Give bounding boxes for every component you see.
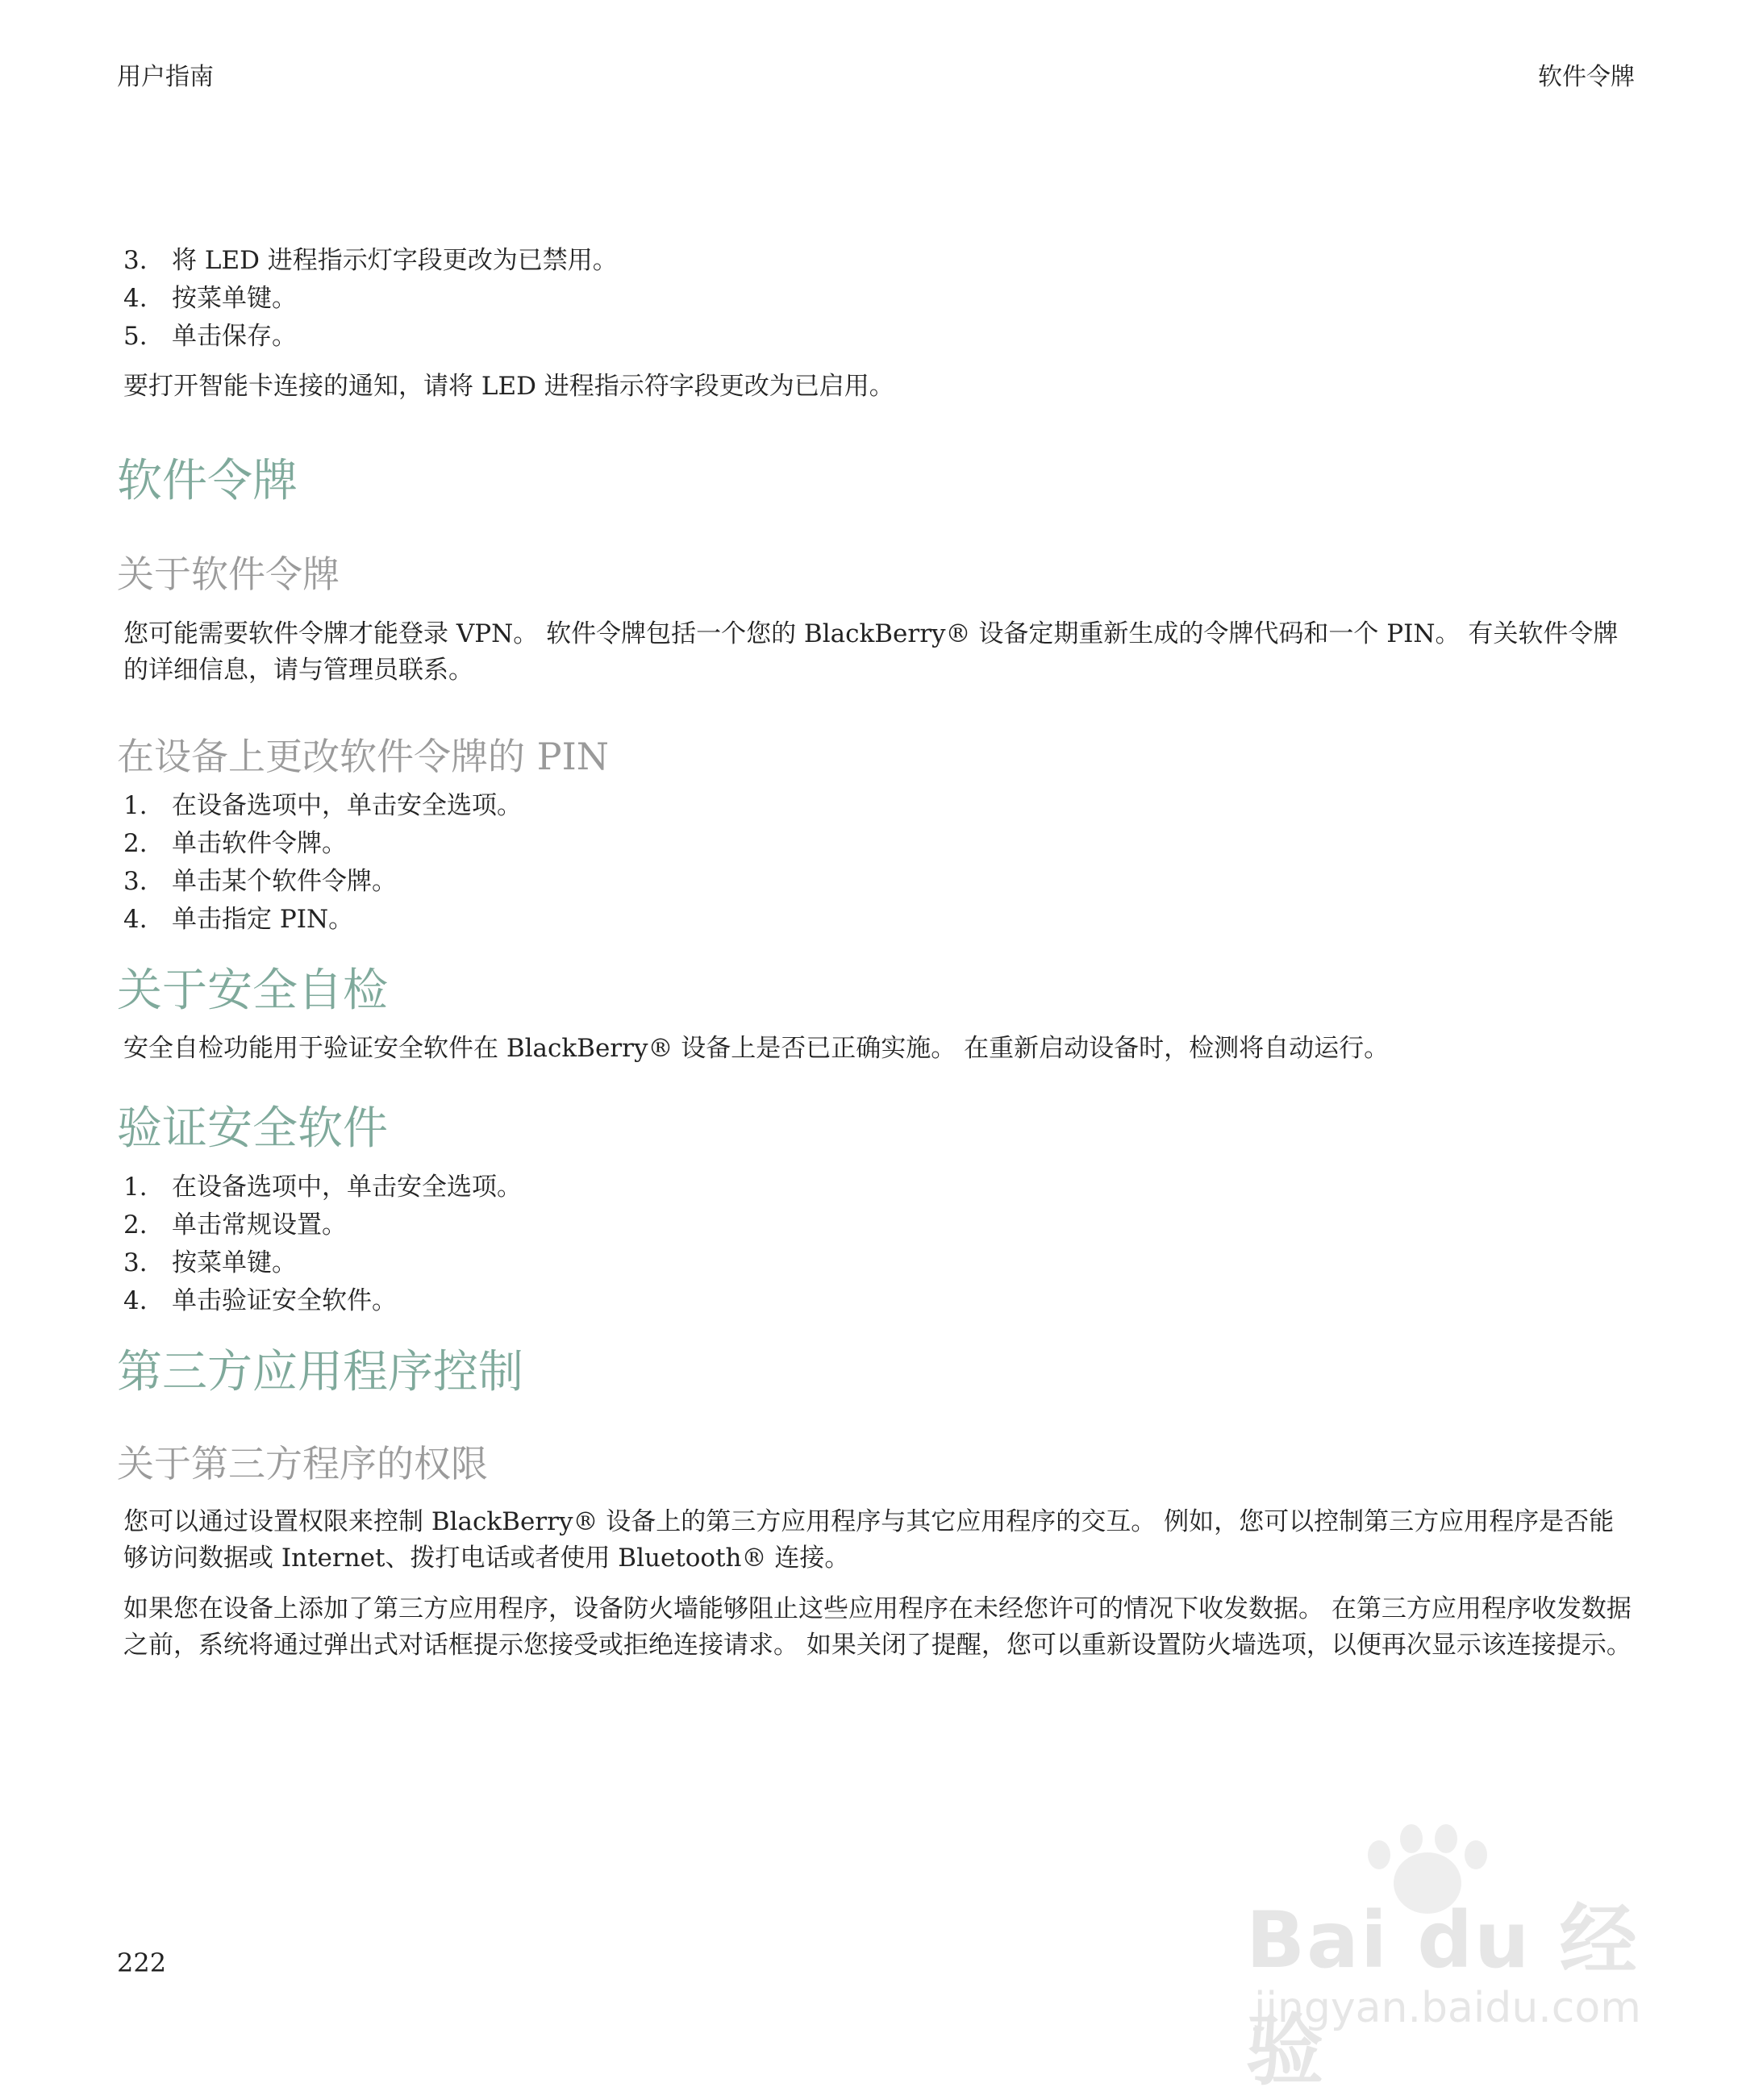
third-party-paragraph-1: 您可以通过设置权限来控制 BlackBerry® 设备上的第三方应用程序与其它应用程序的交互。 例如，您可以控制第三方应用程序是否能够访问数据或 Internet、拨打电话或者使用 Bluetooth® 连接。 <box>123 1507 1615 1573</box>
list-item: 1. 在设备选项中，单击安全选项。 <box>117 787 1633 825</box>
step-text: 单击指定 PIN。 <box>172 905 354 934</box>
running-header-right: 软件令牌 <box>1538 63 1635 91</box>
third-party-paragraph-2: 如果您在设备上添加了第三方应用程序，设备防火墙能够阻止这些应用程序在未经您许可的情况下收发数据。 在第三方应用程序收发数据之前，系统将通过弹出式对话框提示您接受或拒绝连接请求。 如果关闭了提醒，您可以重新设置防火墙选项，以便再次显示该连接提示。 <box>123 1594 1632 1660</box>
self-test-text: 安全自检功能用于验证安全软件在 BlackBerry® 设备上是否已正确实施。 在重新启动设备时，检测将自动运行。 <box>123 1034 1390 1063</box>
heading-self-test: 关于安全自检 <box>117 965 388 1017</box>
change-pin-steps <box>117 787 1633 939</box>
running-header-left: 用户指南 <box>117 63 214 91</box>
list-item: 5. 单击保存。 <box>117 318 1633 356</box>
step-text: 单击软件令牌。 <box>172 829 347 858</box>
step-text: 按菜单键。 <box>172 1248 297 1277</box>
step-text: 单击保存。 <box>172 322 297 351</box>
baidu-watermark <box>1238 1823 1649 2096</box>
verify-steps <box>117 1169 1633 1320</box>
list-item: 3. 将 LED 进程指示灯字段更改为已禁用。 <box>117 242 1633 280</box>
list-item: 3. 单击某个软件令牌。 <box>117 863 1633 901</box>
list-item: 4. 单击验证安全软件。 <box>117 1282 1633 1320</box>
step-text: 单击某个软件令牌。 <box>172 867 397 896</box>
step-text: 在设备选项中，单击安全选项。 <box>172 1173 522 1202</box>
list-item: 2. 单击常规设置。 <box>117 1206 1633 1244</box>
step-text: 单击验证安全软件。 <box>172 1286 397 1315</box>
heading-third-party-control: 第三方应用程序控制 <box>117 1346 523 1398</box>
about-software-token-text: 您可能需要软件令牌才能登录 VPN。 软件令牌包括一个您的 BlackBerry® 设备定期重新生成的令牌代码和一个 PIN。 有关软件令牌的详细信息，请与管理员联系。 <box>123 619 1619 685</box>
step-text: 在设备选项中，单击安全选项。 <box>172 791 522 820</box>
list-item: 2. 单击软件令牌。 <box>117 825 1633 863</box>
page-content <box>117 242 1633 1664</box>
intro-note: 要打开智能卡连接的通知，请将 LED 进程指示符字段更改为已启用。 <box>123 372 894 401</box>
step-text: 按菜单键。 <box>172 284 297 313</box>
step-text: 单击常规设置。 <box>172 1210 347 1240</box>
list-item: 1. 在设备选项中，单击安全选项。 <box>117 1169 1633 1206</box>
intro-steps <box>117 242 1633 356</box>
step-text: 将 LED 进程指示灯字段更改为已禁用。 <box>172 246 618 275</box>
heading-change-pin: 在设备上更改软件令牌的 PIN <box>117 735 609 778</box>
watermark-brand: Bai du 经验 <box>1246 1895 1639 2096</box>
watermark-url: jingyan.baidu.com <box>1254 1984 1641 2032</box>
heading-software-token: 软件令牌 <box>117 455 298 507</box>
heading-verify-security-software: 验证安全软件 <box>117 1102 388 1155</box>
list-item: 4. 按菜单键。 <box>117 280 1633 318</box>
page-number: 222 <box>117 1948 167 1978</box>
heading-about-software-token: 关于软件令牌 <box>117 552 340 596</box>
list-item: 4. 单击指定 PIN。 <box>117 901 1633 939</box>
list-item: 3. 按菜单键。 <box>117 1244 1633 1282</box>
heading-third-party-permissions: 关于第三方程序的权限 <box>117 1442 488 1485</box>
